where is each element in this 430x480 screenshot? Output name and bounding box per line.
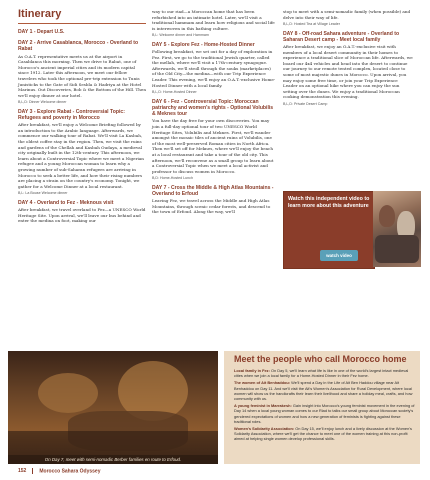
berber-family-photo [8, 351, 218, 464]
continued-text: way to our riad—a Moroccan home that has been refurbished into an intimate hotel. Later, we'll visit a traditional hammam and learn how religious and social life is interwoven in this bathing culture. [152, 9, 275, 31]
day-body: After breakfast, we travel overland to Fez—a UNESCO World Heritage Site. Upon arrival, we'll leave our bus behind and enter the medina on foot, making our [18, 207, 146, 224]
item-lead: Women's Solidarity Association: [234, 426, 295, 432]
itinerary-column-1 [18, 0, 146, 224]
video-promo-text: Watch this independent video to learn more about this adventure [288, 196, 370, 209]
watch-video-button[interactable]: watch video [320, 250, 358, 261]
continued-text: stop to meet with a semi-nomadic family (when possible) and delve into their way of life. [283, 9, 411, 20]
itinerary-column-2 [152, 8, 276, 215]
day-body: You have the day free for your own discoveries. You may join a full-day optional tour of two UNESCO World Heritage Sites, Volubilis and Meknes. First, we'll wander amongst the mosaic tiles of ancient ruins of Volubilis, one of the most well-preserved Roman cities in North Africa. Then we'll set off for Meknes, where we'll enjoy the beach at a local restaurant and take a tour of the old city. This afternoon, we'll reconvene as a small group to learn about a Controversial Topic when we meet a local activist and professor to discuss women in Morocco. [152, 118, 274, 174]
item-lead: A young feminist in Marrakesh: [234, 403, 292, 409]
day-body: Leaving Fez, we travel across the Middle and High Atlas Mountains, through scenic cedar forests, and descend to the town of Erfoud. Along the way, we'll [152, 198, 271, 215]
video-promo-panel [283, 191, 375, 269]
day-block [18, 29, 146, 35]
meet-people-list [234, 368, 416, 444]
day-block [152, 99, 276, 180]
itinerary-heading: Itinerary [18, 8, 146, 24]
day-title: DAY 7 - Cross the Middle & High Atlas Mountains - Overland to Erfoud [152, 184, 274, 197]
day-meals: B,L,D: Private Desert Camp [283, 101, 328, 106]
day-block [18, 200, 146, 224]
day-body: Following breakfast, we set out for a day of exploration in Fez. First, we go to the traditional Jewish quarter, called the mellah, where we'll visit a 17th-century synagogue. Afterwards, we'll stroll through the souks (marketplaces) of the Old City—the medina—with our Trip Experience Leader. This evening, we'll enjoy an O.A.T.-exclusive Home-Hosted Dinner with a local family. [152, 49, 276, 88]
day-title: DAY 3 - Explore Rabat - Controversial Topic: Refugees and poverty in Morocco [18, 108, 125, 122]
item-text: We'll spend a Day in the Life of Ait Ben Haddou village near Ait Benhaddou on Day 11. And we'll visit the Ait's Women's Association for Rural Development, where local women will show us the handicrafts their learn their livelihood and share a holiday meal, crafts, and how community with us. [234, 380, 413, 402]
day-block [18, 109, 146, 195]
day-title: DAY 6 - Fez - Controversial Topic: Moroccan patriarchy and women's rights - Optional Volubilis & Meknes tour [152, 98, 274, 118]
day-block [152, 185, 276, 215]
itinerary-column-3 [283, 8, 413, 106]
day-meals: B,L: Welcome dinner and Hammam [152, 32, 209, 37]
day-block [152, 42, 276, 94]
day-meals: B,D: Home-Hosted Lunch [152, 175, 193, 180]
day-block [18, 40, 146, 104]
day-body: After breakfast, we enjoy an O.A.T.-exclusive visit with members of a local desert community in their homes to experience a traditional slice of Moroccan life. Afterwards, we board our 4x4 vehicles and head into the desert to continue our journey to our remote tented complex, located close to some of most majestic dunes in Morocco. Upon arrival, you may enjoy some free time, or join your Trip Experience Leader on an optional hike where you can enjoy the sun setting over the dunes. We enjoy a traditional Moroccan cooking demonstration this evening. [283, 44, 413, 100]
item-text: On Day 15, we'll enjoy lunch and a lively discussion at the Women's Solidarity Association, where we'll get the chance to meet one of the women training at this non-profit aimed at helping single women develop professional skills. [234, 426, 412, 442]
list-item [234, 403, 416, 424]
day-title: DAY 4 - Overland to Fez - Meknous visit [18, 199, 114, 206]
list-item [234, 380, 416, 401]
day-body: As O.A.T. representative meets us at the airport in Casablanca this morning. Then we drive to Rabat, one of Morocco's ancient imperial cities and its modern capital since 1912. Later this afternoon, we meet our fellow travelers who took the optional pre-trip extension to Tunis Junisticks to the Gate of Sidi Sesbla & Hadriya at the Hotel Marinus. Out Discoveries, Bob & the Bottom of the Hill. Then we'll enjoy dinner at our hotel. [18, 53, 146, 98]
list-item [234, 368, 416, 378]
day-meals: B,L,D: Home-Hosted Dinner [152, 89, 197, 94]
item-lead: The women of Ait Benhaddou: [234, 380, 291, 386]
item-lead: Local family in Fez: [234, 368, 270, 373]
meet-people-title: Meet the people who call Morocco home [234, 354, 407, 364]
page-footer [18, 468, 100, 474]
item-text: Gain insight into Morocco's young feminist movement in the evening of Day 14 when a local young woman comes to our Riad to talks our small group about Moroccan society's gendered expectations of women and how a new generation of feminists is fighting against these traditional roles. [234, 403, 415, 424]
day-meals: B,L: La Bouse Welcome dinner [18, 190, 68, 195]
day-title: DAY 1 - Depart U.S. [18, 29, 65, 35]
photo-caption: On Day 7, meet with semi-nomadic Berber families en route to Erfoud. [8, 455, 218, 464]
day-meals: B,L,D: Dinner Welcome dinner [18, 99, 67, 104]
item-text: On Day 5, we'll learn what life is like in one of the world's largest intact medieval cities when we join a local family for a Home-Hosted Dinner in their Fez home. [234, 368, 409, 379]
day-title: DAY 2 - Arrive Casablanca, Morocco - Overland to Rabat [18, 40, 139, 53]
day-title: DAY 8 - Off-road Sahara adventure - Overland to Saharan Desert camp - Meet local family [283, 30, 400, 43]
day-block [283, 31, 413, 106]
day-title: DAY 5 - Explore Fez - Home-Hosted Dinner [152, 41, 255, 48]
video-thumbnail-photo[interactable] [373, 191, 421, 267]
page-number: 152 [18, 468, 27, 475]
footer-title: Morocco Sahara Odyssey [39, 468, 101, 475]
footer-divider [32, 468, 33, 474]
day-meals: B,L,D: Hosted Tea at Village Leader [283, 21, 341, 26]
day-body: After breakfast, we'll enjoy a Welcome Briefing followed by an introduction to the Arabic language. Afterwards, we commence our walking tour of Rabat. We'll visit La Kasbah, the oldest coffee stay in the region. Then, we visit the ruins and gardens of the Chellah and Kasbah Oudaya, a medieval city originally built in the 12th-century. This afternoon, we learn about a Controversial Topic where we meet a Nigerian refugee and a young Moroccan woman to learn why a growing number of sub-Saharan refugees are arriving in Morocco to seek a better life, and how their rising numbers are placing a strain on the country's economy. Tonight, we gather for a Welcome Dinner at a local restaurant. [18, 122, 144, 189]
list-item [234, 426, 416, 442]
